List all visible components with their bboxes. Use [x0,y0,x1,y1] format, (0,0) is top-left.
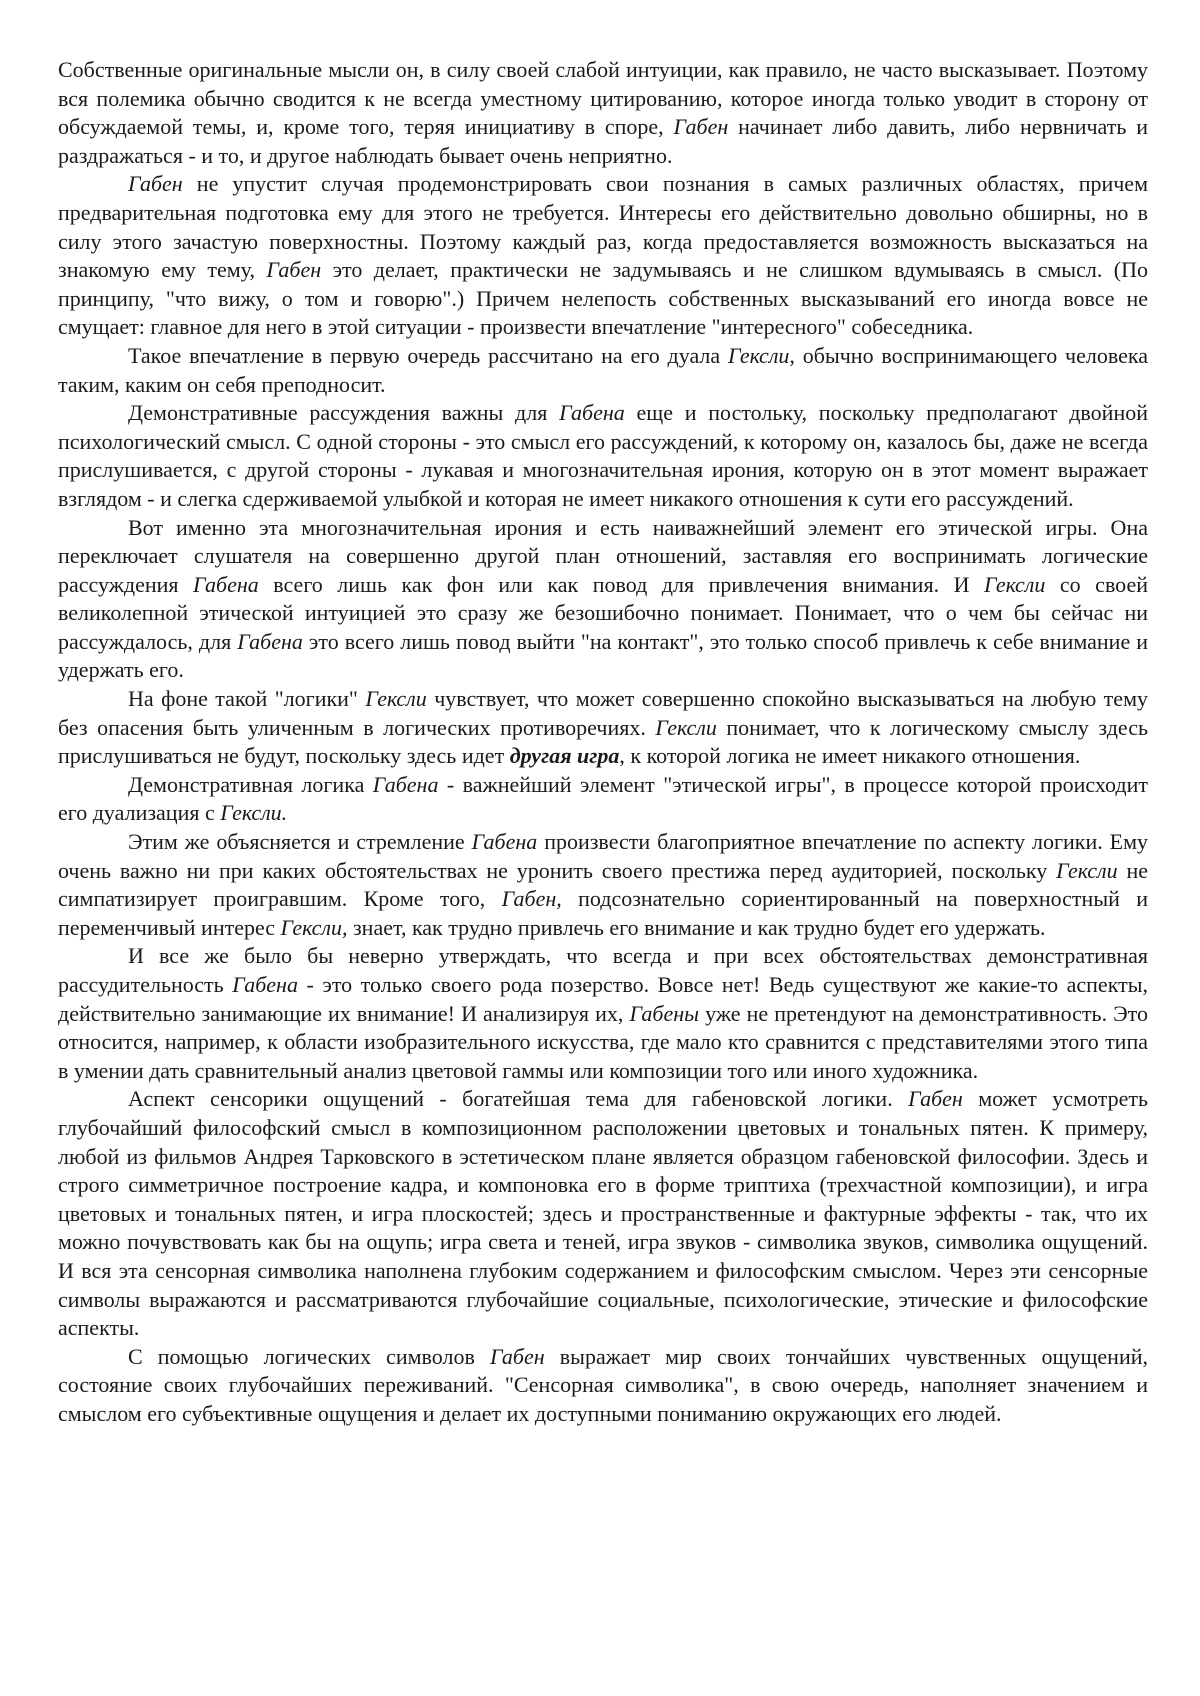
text-run: , к которой логика не имеет никакого отношения. [619,743,1081,769]
text-run: Этим же объясняется и стремление [128,829,472,855]
emphasized-name: Гексли [1056,857,1118,883]
emphasized-name: Габен [266,257,322,283]
emphasized-name: Габена [372,771,439,797]
text-run: чувствует, что может совершенно спокойно высказываться на любую тему без опасения быть уличенным в логических противоречиях. [58,686,1148,740]
document-page [58,56,1148,1429]
text-run: Демонстративные рассуждения важны для [128,400,560,426]
paragraph [58,342,1148,399]
emphasized-name: Габен [489,1343,545,1369]
emphasized-phrase: другая игра [509,743,620,769]
text-run: - это только своего рода позерство. Вовсе нет! Ведь существуют же какие-то аспекты, действительно занимающие их внимание! И анализируя их, [58,972,1148,1026]
paragraph [58,170,1148,342]
text-run: произвести благоприятное впечатление по аспекту логики. Ему очень важно ни при каких обстоятельствах не уронить своего престижа перед аудиторией, поскольку [58,829,1148,883]
text-run: не симпатизирует проигравшим. Кроме того, [58,857,1148,912]
text-run: знает, как трудно привлечь его внимание и как трудно будет его удержать. [347,914,1046,940]
emphasized-name: Гексли [365,686,427,712]
text-run: понимает, что к логическому смыслу здесь прислушиваться не будут, поскольку здесь идет [58,714,1148,769]
paragraph [58,1343,1148,1429]
text-run: обычно воспринимающего человека таким, каким он себя преподносит. [58,342,1148,397]
paragraph [58,942,1148,1085]
paragraph [58,828,1148,942]
emphasized-name: Габена [232,972,298,997]
text-run: Такое впечатление в первую очередь рассчитано на его дуала [128,342,728,368]
text-run: выражает мир своих тончайших чувственных ощущений, состояние своих глубочайших переживаний. "Сенсорная символика", в свою очередь, наполняет значением и смыслом его субъективные ощущения и делает их доступными пониманию окружающих его людей. [58,1343,1149,1426]
emphasized-name: Гексли [655,714,717,740]
text-run: всего лишь как фон или как повод для привлечения внимания. И [258,571,984,597]
text-run: начинает либо давить, либо нервничать и раздражаться - и то, и другое наблюдать бывает очень неприятно. [58,114,1148,168]
text-run: - важнейший элемент "этической игры", в процессе которой происходит его дуализация с [58,771,1148,826]
text-run: Аспект сенсорики ощущений - богатейшая тема для габеновской логики. [128,1086,909,1112]
emphasized-name: Габен, [501,886,562,912]
text-run: со своей великолепной этической интуицией это сразу же безошибочно понимает. Понимает, что о чем бы сейчас ни рассуждалось, для [58,571,1148,654]
text-run: уже не претендуют на демонстративность. Это относится, например, к области изобразительного искусства, где мало кто сравнится с представителями этого типа в умении дать сравнительный анализ цветовой гаммы или композиции того или иного художника. [58,1000,1148,1083]
text-run: Вот именно эта многозначительная ирония и есть наиважнейший элемент его этической игры. Она переключает слушателя на совершенно другой план отношений, заставляя его воспринимать логические рассуждения [58,514,1148,597]
paragraph [58,399,1148,513]
text-run: Демонстративная логика [128,771,373,797]
paragraph [58,514,1148,686]
paragraph [58,56,1148,170]
text-run: С помощью логических символов [128,1343,490,1369]
text-run: может усмотреть глубочайший философский смысл в композиционном расположении цветовых и тональных пятен. К примеру, любой из фильмов Андрея Тарковского в эстетическом плане является образцом габеновской философии. Здесь и строго симметричное построение кадра, и компоновка его в форме триптиха (трехчастной композиции), и игра цветовых и тональных пятен, и игра плоскостей; здесь и пространственные и фактурные эффекты - так, что их можно почувствовать как бы на ощупь; игра света и теней, игра звуков - символика звуков, символика ощущений. И вся эта сенсорная символика наполнена глубоким содержанием и философским смыслом. Через эти сенсорные символы выражаются и рассматриваются глубочайшие социальные, психологические, этические и философские аспекты. [58,1086,1148,1341]
text-run: И все же было бы неверно утверждать, что всегда и при всех обстоятельствах демонстративная рассудительность [58,943,1148,997]
paragraph [58,771,1148,828]
text-run: не упустит случая продемонстрировать свои познания в самых различных областях, причем предварительная подготовка ему для этого не требуется. Интересы его действительно довольно обширны, но в силу этого зачастую поверхностны. Поэтому каждый раз, когда предоставляется возможность высказаться на знакомую ему тему, [58,171,1148,283]
emphasized-name: Габена [471,829,538,855]
emphasized-name: Габена [193,571,259,597]
text-run: это делает, практически не задумываясь и не слишком вдумываясь в смысл. (По принципу, "что вижу, о том и говорю".) Причем нелепость собственных высказываний его иногда вовсе не смущает: главное для него в этой ситуации - произвести впечатление "интересного" собеседника. [58,257,1148,340]
emphasized-name: Гексли, [727,342,795,368]
text-run: Собственные оригинальные мысли он, в силу своей слабой интуиции, как правило, не часто высказывает. Поэтому вся полемика обычно сводится к не всегда уместному цитированию, которое иногда только уводит в сторону от обсуждаемой темы, и, кроме того, теряя инициативу в споре, [58,57,1148,140]
emphasized-name: Гексли [983,571,1046,597]
emphasized-name: Габен [128,171,183,197]
emphasized-name: Гексли, [280,914,348,940]
emphasized-name: Габена [237,628,303,654]
paragraph [58,1085,1148,1342]
text-run: На фоне такой "логики" [128,686,366,712]
text-run: это всего лишь повод выйти "на контакт", это только способ привлечь к себе внимание и удержать его. [58,628,1148,683]
emphasized-name: Габены [629,1000,700,1026]
emphasized-name: Габен [673,114,729,140]
emphasized-name: Гексли. [220,800,288,826]
emphasized-name: Габен [908,1086,963,1112]
emphasized-name: Габена [559,400,625,426]
text-run: подсознательно сориентированный на поверхностный и переменчивый интерес [58,886,1148,940]
text-run: еще и постольку, поскольку предполагают двойной психологический смысл. С одной стороны - это смысл его рассуждений, к которому он, казалось бы, даже не всегда прислушивается, с другой стороны - лукавая и многозначительная ирония, которую он в этот момент выражает взглядом - и слегка сдерживаемой улыбкой и которая не имеет никакого отношения к сути его рассуждений. [58,400,1148,511]
paragraph [58,685,1148,771]
